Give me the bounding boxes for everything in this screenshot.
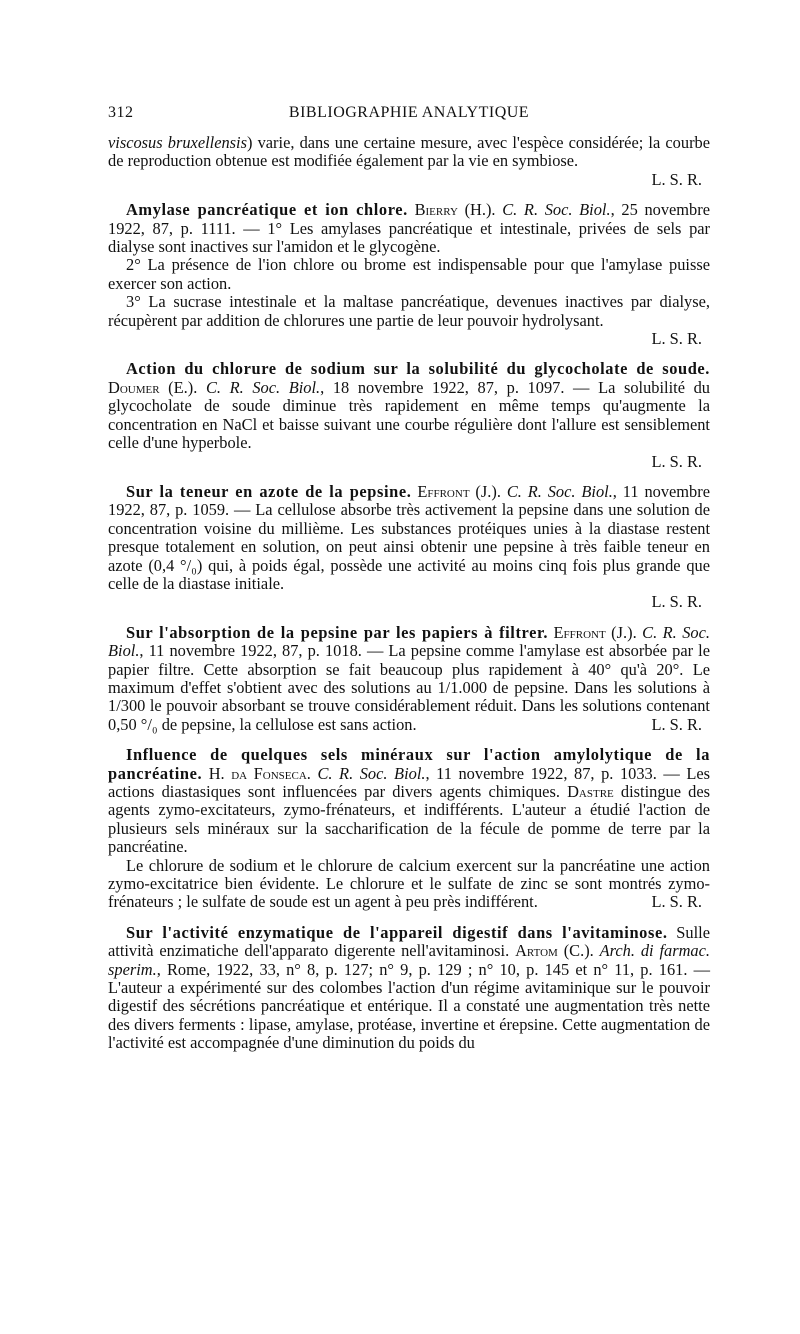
entry-text bbox=[108, 360, 710, 452]
cited-author: Dastre bbox=[567, 782, 614, 801]
author-punct: . bbox=[306, 763, 318, 783]
journal-name: C. R. Soc. Biol. bbox=[108, 622, 710, 661]
body-text: , 11 novembre 1922, 87, p. 1033. — Les actions diastasiques sont influencées par divers agents chimiques. bbox=[108, 763, 711, 801]
signature: L. S. R. bbox=[651, 451, 702, 471]
body-text: , 11 novembre 1922, 87, p. 1059. — La cellulose absorbe très activement la pepsine dans une solution de concentration voisine du millième. Les substances protéiques unies à la diastase restent presque totalement en solution, on peut ainsi obtenir une pepsine à très faible teneur en azote (0,4 °/₀) qui, à poids égal, possède une activité au moins cinq fois plus grande que celle de la diastase initiale. bbox=[108, 481, 710, 593]
journal-name: C. R. Soc. Biol. bbox=[506, 481, 613, 501]
page-body bbox=[108, 134, 710, 1053]
journal-name: Arch. di farmac. sperim. bbox=[108, 941, 710, 979]
journal-name: C. R. Soc. Biol. bbox=[205, 377, 321, 397]
species-name: viscosus bruxellensis bbox=[108, 133, 247, 152]
signature: L. S. R. bbox=[651, 592, 702, 612]
entry-text bbox=[108, 924, 710, 1053]
entry-text bbox=[108, 201, 710, 256]
entry-title: Sur l'absorption de la pepsine par les papiers à filtrer. bbox=[126, 622, 549, 642]
entry-azote-pepsine bbox=[108, 483, 710, 612]
original-title: Sulle attività enzimatiche dell'apparato digerente nell'avitaminosi. bbox=[108, 922, 710, 961]
entry-chlorure-sodium bbox=[108, 360, 710, 470]
author-name: Doumer bbox=[108, 377, 160, 397]
entry-amylase-pancreatique bbox=[108, 201, 710, 348]
entry-text bbox=[108, 134, 710, 171]
body-text: , 11 novembre 1922, 87, p. 1018. — La pepsine comme l'amylase est absorbée par le papier filtre. Cette absorption se fait beaucoup plus rapidement à 40° qu'à 20°. Le maximum d'effet s'obtient avec des solutions au 1/1.000 de pepsine. Dans les solutions à 1/300 le pouvoir absorbant se trouve considérablement réduit. Dans les solutions contenant 0,50 °/₀ de pepsine, la cellulose est sans action. bbox=[108, 641, 710, 734]
body-text: , 18 novembre 1922, 87, p. 1097. — La solubilité du glycocholate de soude diminue très rapidement en même temps qu'augmente la concentration en NaCl et baisse suivant une courbe régulière dont l'allure est sensiblement celle d'une hyperbole. bbox=[108, 377, 710, 453]
entry-text bbox=[108, 483, 710, 593]
body-text: distingue des agents zymo-excitateurs, zymo-frénateurs, et indifférents. L'auteur a étudié l'action de plusieurs sels minéraux sur la saccharification de la fécule de pomme de terre par la pancréatine. bbox=[108, 782, 710, 857]
journal-name: C. R. Soc. Biol. bbox=[317, 763, 426, 783]
author-initial: (J.). bbox=[605, 622, 643, 642]
page-header bbox=[108, 104, 710, 126]
paragraph: 2° La présence de l'ion chlore ou brome est indispensable pour que l'amylase puisse exercer son action. bbox=[108, 255, 710, 293]
entry-title: Influence de quelques sels minéraux sur l'action amylolytique de la pancréatine. bbox=[108, 745, 710, 783]
signature: L. S. R. bbox=[651, 329, 702, 349]
paragraph: 3° La sucrase intestinale et la maltase pancréatique, devenues inactives par dialyse, récupèrent par addition de chlorures une partie de leur pouvoir hydrolysant. bbox=[108, 292, 710, 330]
body-text: , 25 novembre 1922, 87, p. 1111. — 1° Les amylases pancréatique et intestinale, privées de sels par dialyse sont inactives sur l'amidon et le glycogène. bbox=[108, 200, 710, 257]
author-name: Effront bbox=[553, 622, 606, 642]
author-initial: (H.). bbox=[457, 200, 503, 220]
signature: L. S. R. bbox=[651, 714, 702, 734]
paragraph bbox=[108, 857, 710, 912]
entry-avitaminose bbox=[108, 924, 710, 1053]
author-name: Bierry bbox=[414, 200, 458, 220]
entry-text bbox=[108, 746, 710, 856]
running-title: BIBLIOGRAPHIE ANALYTIQUE bbox=[288, 104, 530, 121]
author-name: da Fonseca bbox=[231, 763, 307, 783]
body-text: , Rome, 1922, 33, n° 8, p. 127; n° 9, p. 129 ; n° 10, p. 145 et n° 11, p. 161. — L'auteur a expérimenté sur des colombes l'action d'un régime avitaminique sur le pouvoir digestif des sécrétions pancréatique et entérique. Il a constaté une augmentation très nette des divers ferments : lipase, amylase, protéase, invertine et érepsine. Cette augmentation de l'activité est accompagnée d'une diminution du poids du bbox=[108, 959, 710, 1053]
signature: L. S. R. bbox=[651, 169, 702, 189]
entry-title: Action du chlorure de sodium sur la solubilité du glycocholate de soude. bbox=[126, 359, 710, 379]
author-initial: (J.). bbox=[469, 481, 507, 501]
entry-continuation bbox=[108, 134, 710, 189]
body-text: ) varie, dans une certaine mesure, avec l'espèce considérée; la courbe de reproduction obtenue est modifiée également par la vie en symbiose. bbox=[108, 133, 710, 171]
entry-title: Amylase pancréatique et ion chlore. bbox=[126, 200, 408, 220]
author-name: Effront bbox=[417, 481, 470, 501]
author-initial: H. bbox=[202, 763, 232, 783]
entry-sels-mineraux bbox=[108, 746, 710, 912]
author-initial: (E.). bbox=[159, 377, 206, 397]
journal-name: C. R. Soc. Biol. bbox=[502, 200, 611, 220]
author-name: Artom bbox=[515, 941, 558, 961]
entry-absorption-pepsine bbox=[108, 624, 710, 734]
page-number: 312 bbox=[108, 104, 134, 121]
signature: L. S. R. bbox=[651, 892, 702, 912]
entry-text bbox=[108, 624, 710, 734]
entry-title: Sur la teneur en azote de la pepsine. bbox=[126, 481, 412, 501]
author-initial: (C.). bbox=[557, 941, 600, 961]
entry-title: Sur l'activité enzymatique de l'appareil digestif dans l'avitaminose. bbox=[126, 922, 668, 942]
body-text: Le chlorure de sodium et le chlorure de calcium exercent sur la pancréatine une action zymo-excitatrice bien évidente. Le chlorure et le sulfate de zinc se sont montrés zymo-frénateurs ; le sulfate de soude est un agent à peu près indifférent. bbox=[108, 855, 710, 912]
